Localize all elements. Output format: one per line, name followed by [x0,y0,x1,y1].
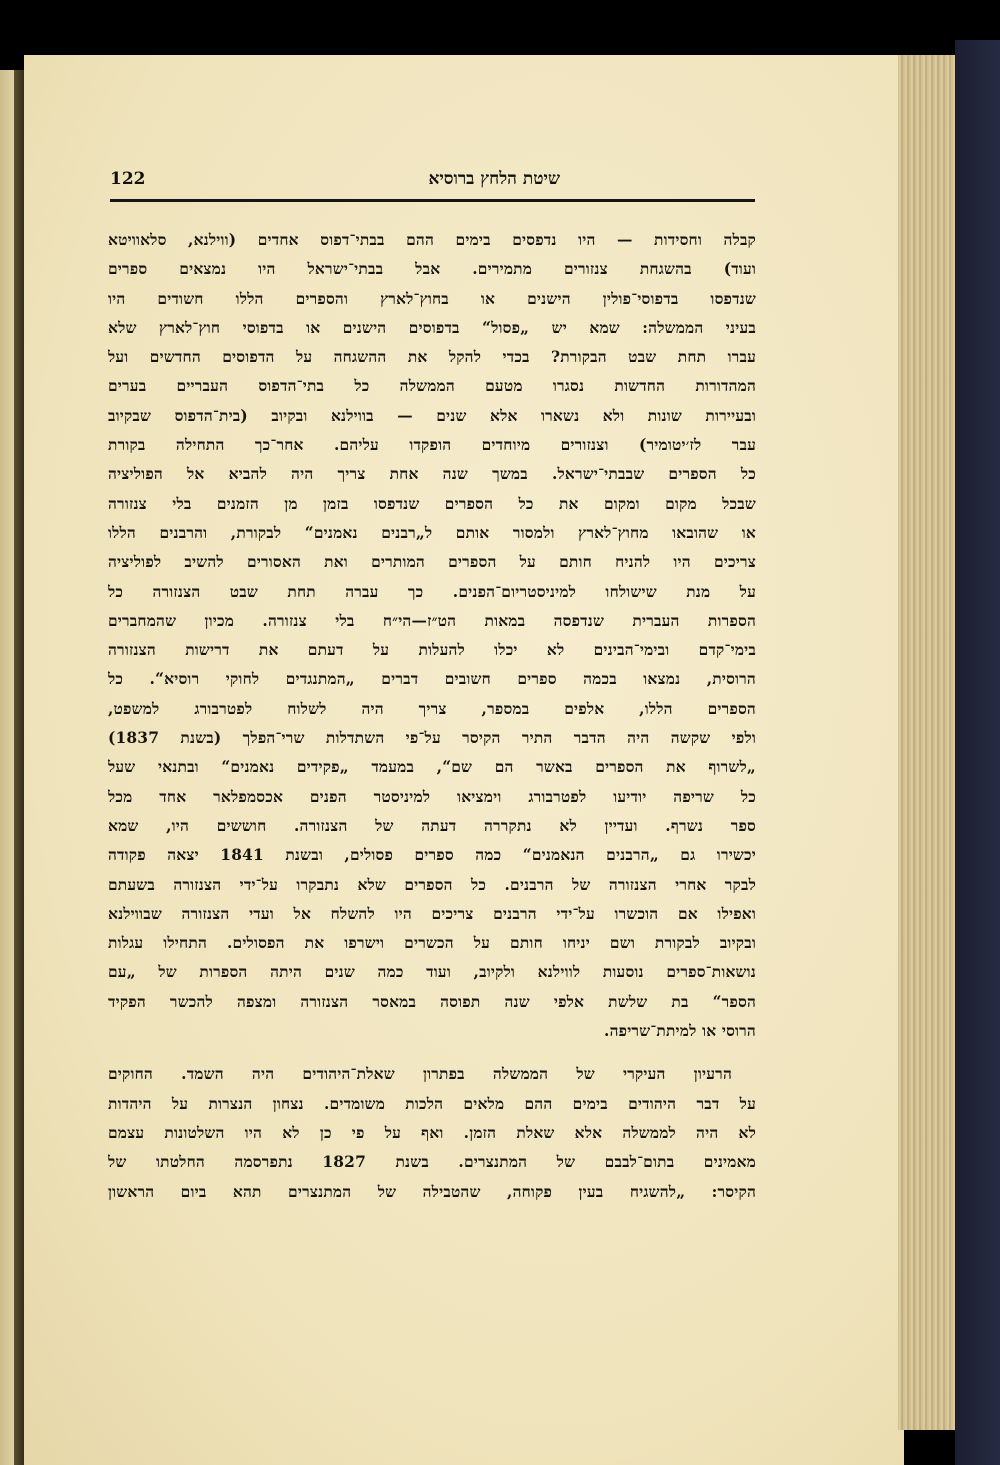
text-line: ועוד) בהשגחת צנזורים מתמירים. אבל בבתי־ישראל היו נמצאים ספרים [108,260,756,279]
running-head: שיטת הלחץ ברוסיא [428,169,560,189]
body-text [108,226,756,1207]
text-line: עבר לז׳יטומיר) וצנזורים מיוחדים הופקדו עליהם. אחר־כך התחילה בקורת [108,436,756,455]
text-line: או שהובאו מחוץ־לארץ ולמסור אותם ל„רבנים נאמנים“ לבקורת, והרבנים הללו [108,523,756,542]
text-line: המהדורות החדשות נסגרו מטעם הממשלה כל בתי־הדפוס העבריים בערים [108,377,756,396]
text-line: ובעיירות שונות ולא נשארו אלא שנים — בווילנא ובקיוב (בית־הדפוס שבקיוב [108,406,756,425]
text-line: נושאות־ספרים נוסעות לווילנא ולקיוב, ועוד כמה שנים היתה הספרות של „עם [108,963,756,982]
text-line: הרוסית, נמצאו בכמה ספרים חשובים דברים „המתנגדים לחוקי רוסיא“. כל [108,670,756,689]
text-line: הרוסי או למיתת־שריפה. [604,1022,756,1041]
text-line: שבכל מקום ומקום את כל הספרים שנדפסו בזמן מן הזמנים בלי צנזורה [108,494,756,513]
text-line: לבקר אחרי הצנזורה של הרבנים. כל הספרים שלא נתבקרו על־ידי הצנזורה בשעתם [108,875,756,894]
text-line: כל שריפה יודיעו לפטרבורג וימציאו למיניסטר הפנים אכסמפלאר אחד מכל [108,787,756,806]
text-line: קבלה וחסידות — היו נדפסים בימים ההם בבתי־דפוס אחדים (ווילנא, סלאוויטא [108,231,756,249]
text-line: ואפילו אם הוכשרו על־ידי הרבנים צריכים היו להשלח אל ועדי הצנזורה שבווילנא [108,904,756,923]
text-line: ספר נשרף. ועדיין לא נתקררה דעתה של הצנזורה. חוששים היו, שמא [108,816,756,835]
page-header [110,165,750,197]
text-line: הספרות העברית שנדפסה במאות הט״ז—הי״ח בלי צנזורה. מכיון שהמחברים [108,611,756,630]
text-line: צריכים היו להניח חותם על הספרים המותרים ואת האסורים להשיב לפוליציה [108,553,756,572]
text-line: לא היה לממשלה אלא שאלת הזמן. ואף על פי כן לא היו השלטונות עצמם [108,1123,756,1142]
paragraph [108,226,756,1046]
page-number: 122 [110,169,146,189]
text-line: יכשירו גם „הרבנים הנאמנים“ כמה ספרים פסולים, ובשנת 1841 יצאה פקודה [108,846,756,865]
text-line: בעיני הממשלה: שמא יש „פסול“ בדפוסים הישנים או בדפוסי חוץ־לארץ שלא [108,318,756,337]
text-line: הספרים הללו, אלפים במספר, צריך היה לשלוח לפטרבורג למשפט, [108,699,756,718]
text-line: שנדפסו בדפוסי־פולין הישנים או בחוץ־לארץ והספרים הללו חשודים היו [108,289,756,308]
text-line: הספר“ בת שלשת אלפי שנה תפוסה במאסר הצנזורה ומצפה להכשר הפקיד [108,992,756,1011]
book-cover-edge [955,40,1000,1465]
paragraph [108,1060,756,1206]
text-line: הרעיון העיקרי של הממשלה בפתרון שאלת־היהודים היה השמד. החוקים [108,1065,732,1084]
text-line: על מנת שישולחו למיניסטריום־הפנים. כך עברה תחת שבט הצנזורה כל [108,582,756,601]
text-line: כל הספרים שבבתי־ישראל. במשך שנה אחת צריך היה להביא אל הפוליציה [108,465,756,484]
text-line: עברו תחת שבט הבקורת? בכדי להקל את ההשגחה על הדפוסים החדשים ועל [108,348,756,367]
header-rule [110,199,755,202]
text-line: בימי־קדם ובימי־הבינים לא יכלו להעלות על דעתם את דרישות הצנזורה [108,641,756,660]
text-line: ולפי שקשה היה הדבר התיר הקיסר על־פי השתדלות שרי־הפלך (בשנת 1837) [108,729,756,748]
text-line: על דבר היהודים בימים ההם מלאים הלכות משומדים. נצחון הנצרות על היהדות [108,1094,756,1113]
paragraph-gap [108,1046,756,1060]
text-line: ובקיוב לבקורת ושם יניחו חותם על הכשרים וישרפו את הפסולים. התחילו עגלות [108,934,756,953]
text-line: מאמינים בתום־לבבם של המתנצרים. בשנת 1827 נתפרסמה החלטתו של [108,1153,756,1172]
text-line: הקיסר: „להשגיח בעין פקוחה, שהטבילה של המתנצרים תהא ביום הראשון [108,1182,756,1201]
text-line: „לשרוף את הספרים באשר הם שם“, במעמד „פקידים נאמנים“ ובתנאי שעל [108,758,756,777]
